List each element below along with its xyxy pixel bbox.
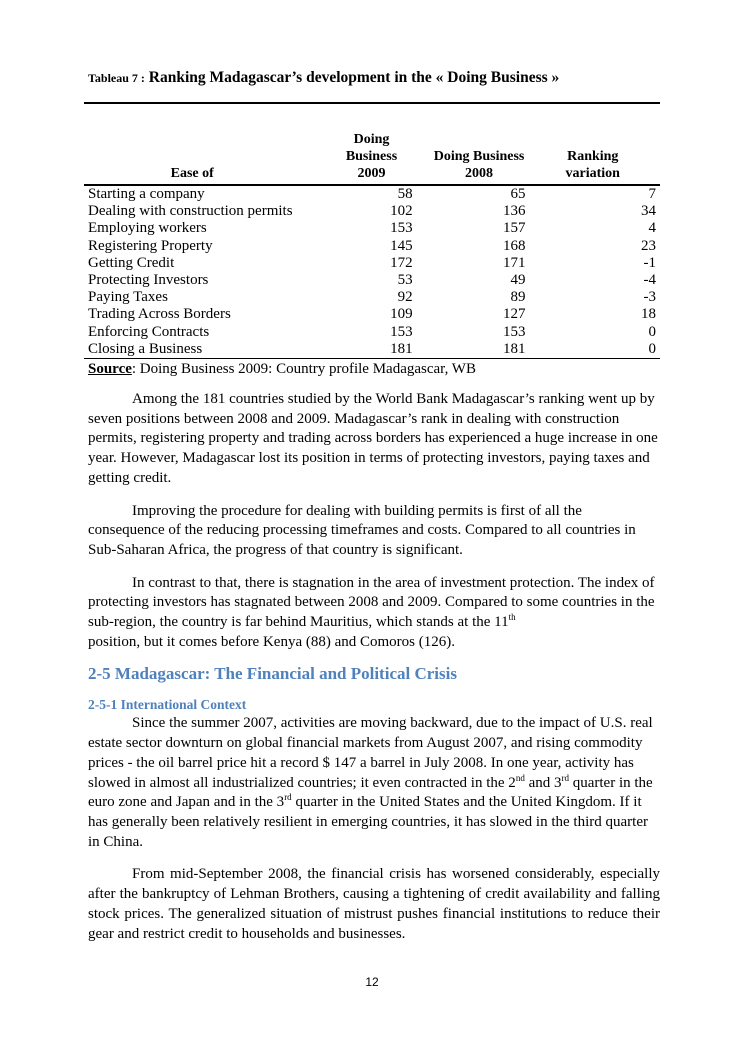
row-label: Employing workers — [88, 220, 207, 237]
value-2008: 49 — [510, 272, 526, 289]
superscript: rd — [284, 792, 292, 803]
paragraph-3-text-a: In contrast to that, there is stagnation in the area of investment protection. The index of protecting investors has stagnated between 2008 and 2009. Compared to some countries in the sub-region, the country is far behind Mauritius, which stands at the 11 — [88, 574, 655, 631]
row-label: Registering Property — [88, 237, 213, 254]
value-2009: 109 — [390, 306, 413, 323]
section-heading: 2-5 Madagascar: The Financial and Political Crisis — [88, 664, 457, 684]
paragraph-1 — [88, 390, 660, 489]
table-source — [88, 360, 660, 378]
ranking-variation: -1 — [643, 254, 656, 271]
table-row — [84, 238, 660, 255]
ranking-variation: 0 — [648, 340, 656, 357]
page-number: 12 — [365, 975, 379, 989]
ranking-variation: 18 — [641, 306, 656, 323]
paragraph-2-text: Improving the procedure for dealing with building permits is first of all the consequence of the reducing processing timeframes and costs. Compared to all countries in Sub-Saharan Africa, the progress of that country is significant. — [88, 502, 636, 558]
header-2008: Doing Business 2008 — [433, 149, 525, 181]
paragraph-4-text-a: Since the summer 2007, activities are moving backward, due to the impact of U.S. real estate sector downturn on global financial markets from August 2007, and rising commodity prices - the oil barrel price hit a record $ 147 a barrel in July 2008. In one year, activity has slowed in almost all industrialized countries; it even contracted in the 2 — [88, 715, 653, 791]
value-2008: 136 — [503, 203, 526, 220]
ranking-variation: 34 — [641, 203, 656, 220]
value-2008: 153 — [503, 323, 526, 340]
table-top-rule — [84, 102, 660, 104]
paragraph-2 — [88, 502, 660, 561]
doing-business-table — [84, 131, 660, 359]
ranking-variation: 0 — [648, 323, 656, 340]
value-2008: 127 — [503, 306, 526, 323]
value-2009: 172 — [390, 254, 413, 271]
table-row — [84, 289, 660, 306]
paragraph-3-text-b: position, but it comes before Kenya (88) and Comoros (126). — [88, 633, 456, 650]
value-2008: 168 — [503, 237, 526, 254]
ranking-variation: -3 — [643, 289, 656, 306]
superscript: nd — [515, 772, 525, 783]
row-label: Getting Credit — [88, 254, 175, 271]
row-label: Starting a company — [88, 186, 205, 202]
value-2008: 157 — [503, 220, 526, 237]
paragraph-5-text: From mid-September 2008, the financial crisis has worsened considerably, especially after the bankruptcy of Lehman Brothers, causing a tightening of credit availability and falling stock prices. The generalized situation of mistrust pushes financial institutions to reduce their gear and restrict credit to households and businesses. — [88, 866, 660, 942]
header-variation: Ranking variation — [565, 149, 620, 181]
paragraph-4-text-c: quarter in the euro zone and Japan and in the 3 — [88, 774, 653, 811]
row-label: Paying Taxes — [88, 289, 168, 306]
value-2008: 65 — [510, 186, 526, 202]
source-label: Source — [88, 361, 132, 378]
paragraph-5 — [88, 865, 660, 944]
table-title — [88, 69, 660, 87]
paragraph-1-text: Among the 181 countries studied by the World Bank Madagascar’s ranking went up by seven positions between 2008 and 2009. Madagascar’s rank in dealing with construction permits, registering property and trading across borders has experienced a huge increase in one year. However, Madagascar lost its position in terms of protecting investors, paying taxes and getting credit. — [88, 391, 658, 486]
value-2009: 53 — [397, 272, 413, 289]
table-header-row — [84, 131, 660, 185]
row-label: Protecting Investors — [88, 272, 209, 289]
value-2009: 153 — [390, 220, 413, 237]
table-label: Tableau 7 : — [88, 71, 145, 85]
table-row — [84, 341, 660, 359]
value-2008: 171 — [503, 254, 526, 271]
value-2009: 92 — [397, 289, 413, 306]
value-2009: 102 — [390, 203, 413, 220]
ranking-variation: -4 — [643, 272, 656, 289]
subsection-heading: 2-5-1 International Context — [88, 697, 247, 713]
table-row — [84, 324, 660, 341]
table-row — [84, 272, 660, 289]
table-row — [84, 255, 660, 272]
row-label: Dealing with construction permits — [88, 203, 293, 220]
ranking-variation: 4 — [648, 220, 656, 237]
row-label: Trading Across Borders — [88, 306, 231, 323]
superscript: th — [508, 612, 516, 623]
table-row — [84, 220, 660, 237]
value-2009: 145 — [390, 237, 413, 254]
value-2009: 181 — [390, 340, 413, 357]
paragraph-4-text-d: quarter in the United States and the United Kingdom. If it has generally been relatively resilient in emerging countries, it has slowed in the third quarter in China. — [88, 794, 648, 850]
table-row — [84, 203, 660, 220]
table-title-text: Ranking Madagascar’s development in the « Doing Business » — [148, 69, 560, 86]
table-row — [84, 185, 660, 203]
ranking-variation: 23 — [641, 237, 656, 254]
value-2009: 153 — [390, 323, 413, 340]
table-row — [84, 306, 660, 323]
ranking-variation: 7 — [648, 186, 656, 202]
paragraph-4 — [88, 714, 660, 852]
page-content — [84, 69, 660, 944]
value-2009: 58 — [397, 186, 413, 202]
value-2008: 181 — [503, 340, 526, 357]
row-label: Enforcing Contracts — [88, 323, 210, 340]
source-text: : Doing Business 2009: Country profile Madagascar, WB — [131, 361, 476, 378]
paragraph-4-text-b: and 3 — [524, 774, 562, 791]
superscript: rd — [561, 772, 569, 783]
paragraph-3 — [88, 574, 660, 653]
row-label: Closing a Business — [88, 340, 203, 357]
header-2009: Doing Business 2009 — [345, 132, 398, 181]
value-2008: 89 — [510, 289, 526, 306]
header-ease-of: Ease of — [170, 166, 214, 181]
